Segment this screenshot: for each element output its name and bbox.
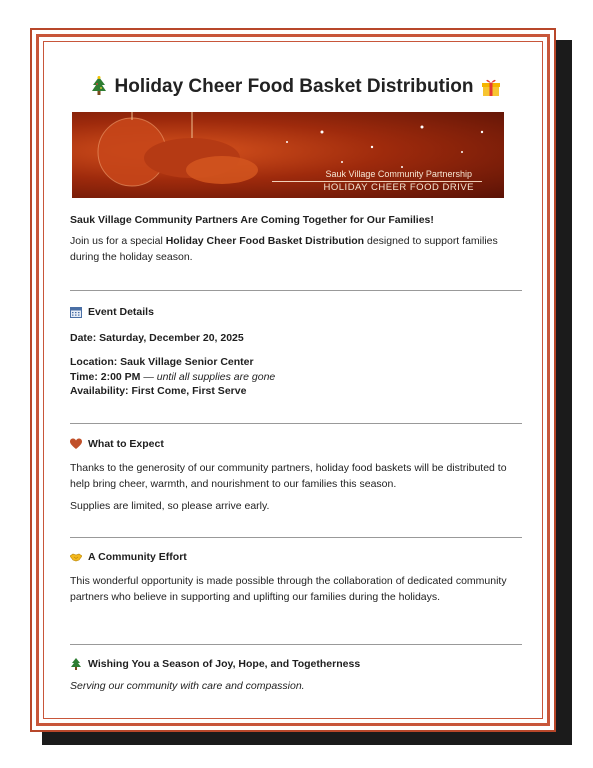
intro-section [70,214,522,265]
divider [70,644,522,645]
intro-heading: Sauk Village Community Partners Are Coming Together for Our Families! [70,214,434,226]
what-to-expect-section [70,438,522,514]
banner-caption [324,168,474,194]
handshake-icon [70,551,82,563]
event-date: Date: Saturday, December 20, 2025 [70,332,244,344]
event-location: Location: Sauk Village Senior Center [70,356,254,368]
event-details-section [70,306,522,397]
calendar-icon [70,306,82,318]
christmas-tree-icon [70,658,82,670]
page-title: Holiday Cheer Food Basket Distribution [114,76,474,97]
what-to-expect-heading: What to Expect [88,438,164,450]
flyer-frame [30,28,556,732]
expect-text: Thanks to the generosity of our community partners, holiday food baskets will be distributed to help bring cheer, warmth, and nourishment to our families this season. [70,462,507,490]
closing-heading: Wishing You a Season of Joy, Hope, and Togetherness [88,658,361,670]
intro-text: Join us for a special Holiday Cheer Food Basket Distribution designed to support families during the holiday season. [70,235,498,263]
community-effort-heading: A Community Effort [88,551,187,563]
heart-icon [70,438,82,450]
event-details-heading: Event Details [88,306,154,318]
expect-note: Supplies are limited, so please arrive early. [70,500,270,512]
event-time: Time: 2:00 PM — until all supplies are gone [70,371,276,383]
banner-line-2: HOLIDAY CHEER FOOD DRIVE [323,182,474,193]
event-availability: Availability: First Come, First Serve [70,385,247,397]
divider [70,423,522,424]
banner-line-1: Sauk Village Community Partnership [325,169,472,179]
gift-icon [481,77,501,97]
divider [70,290,522,291]
title-row [70,76,522,98]
divider [70,537,522,538]
community-effort-section [70,551,522,605]
community-text: This wonderful opportunity is made possible through the collaboration of dedicated community partners who believe in supporting and uplifting our families during the holidays. [70,575,507,603]
closing-section [70,658,522,694]
holiday-banner-image [72,112,504,198]
closing-text: Serving our community with care and compassion. [70,680,305,692]
christmas-tree-icon [91,76,107,98]
